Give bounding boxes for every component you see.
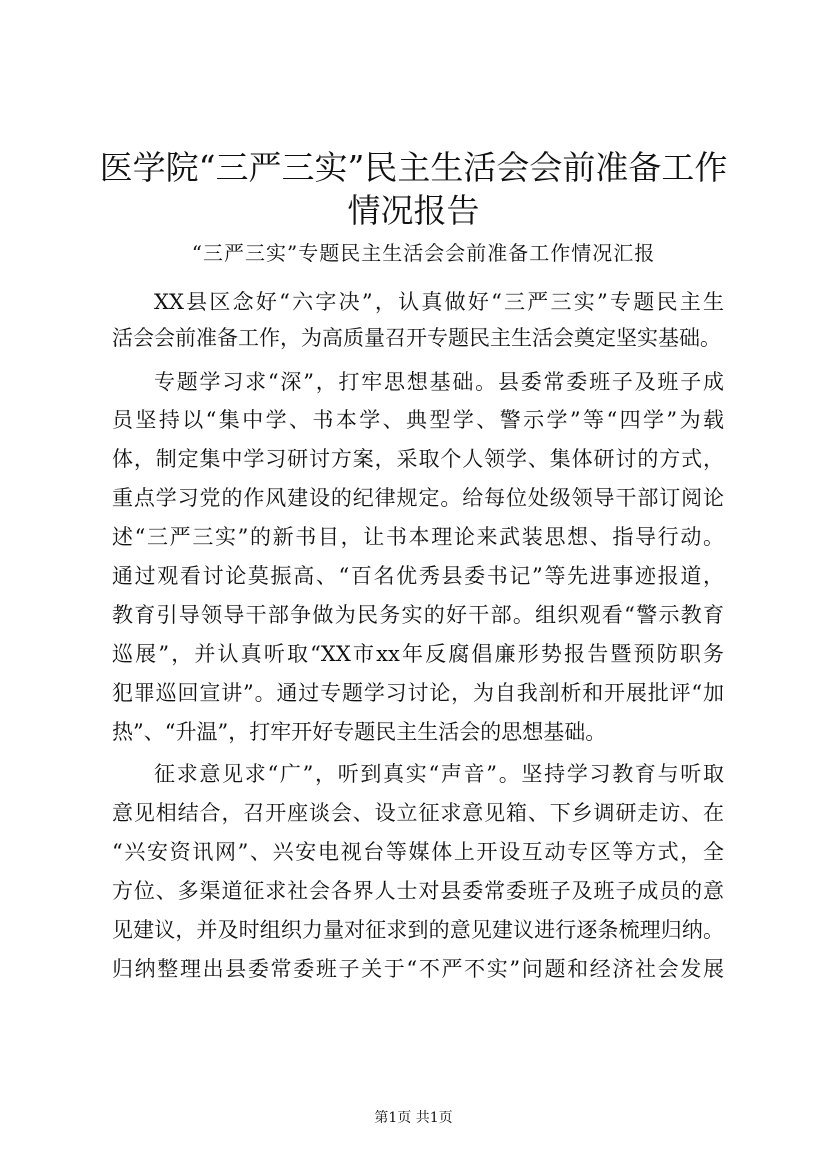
document-title-line-1: 医学院“三严三实”民主生活会会前准备工作: [99, 148, 728, 187]
body-line: 热”、“升温”，打牢开好专题民主生活会的思想基础。: [112, 720, 607, 744]
body-line: XX县区念好“六字决”，认真做好“三严三实”专题民主生: [154, 290, 724, 314]
body-line: 巡展”，并认真听取“XX市xx年反腐倡廉形势报告暨预防职务: [112, 642, 724, 666]
body-line: 方位、多渠道征求社会各界人士对县委常委班子及班子成员的意: [112, 879, 724, 903]
body-line: 意见相结合，召开座谈会、设立征求意见箱、下乡调研走访、在: [112, 801, 724, 825]
body-line: 员坚持以“集中学、书本学、典型学、警示学”等“四学”为载: [112, 408, 724, 432]
document-title-line-2: 情况报告: [347, 191, 480, 230]
body-line: 征求意见求“广”，听到真实“声音”。坚持学习教育与听取: [154, 762, 724, 786]
body-line: 通过观看讨论莫振高、“百名优秀县委书记”等先进事迹报道，: [112, 564, 724, 588]
body-line: “兴安资讯网”、兴安电视台等媒体上开设互动专区等方式，全: [112, 840, 724, 864]
body-line: 归纳整理出县委常委班子关于“不严不实”问题和经济社会发展: [112, 957, 724, 981]
page-footer: 第1页 共1页: [374, 1110, 453, 1126]
body-line: 见建议，并及时组织力量对征求到的意见建议进行逐条梳理归纳。: [112, 918, 724, 942]
body-line: 教育引导领导干部争做为民务实的好干部。组织观看“警示教育: [112, 603, 724, 627]
body-line: 犯罪巡回宣讲”。通过专题学习讨论，为自我剖析和开展批评“加: [112, 681, 724, 705]
body-line: 活会会前准备工作，为高质量召开专题民主生活会奠定坚实基础。: [112, 326, 721, 350]
body-line: 重点学习党的作风建设的纪律规定。给每位处级领导干部订阅论: [112, 486, 724, 510]
document-subtitle: “三严三实”专题民主生活会会前准备工作情况汇报: [191, 241, 656, 265]
body-line: 体，制定集中学习研讨方案，采取个人领学、集体研讨的方式，: [112, 447, 724, 471]
body-line: 专题学习求“深”，打牢思想基础。县委常委班子及班子成: [154, 370, 724, 394]
body-line: 述“三严三实”的新书目，让书本理论来武装思想、指导行动。: [112, 525, 724, 549]
